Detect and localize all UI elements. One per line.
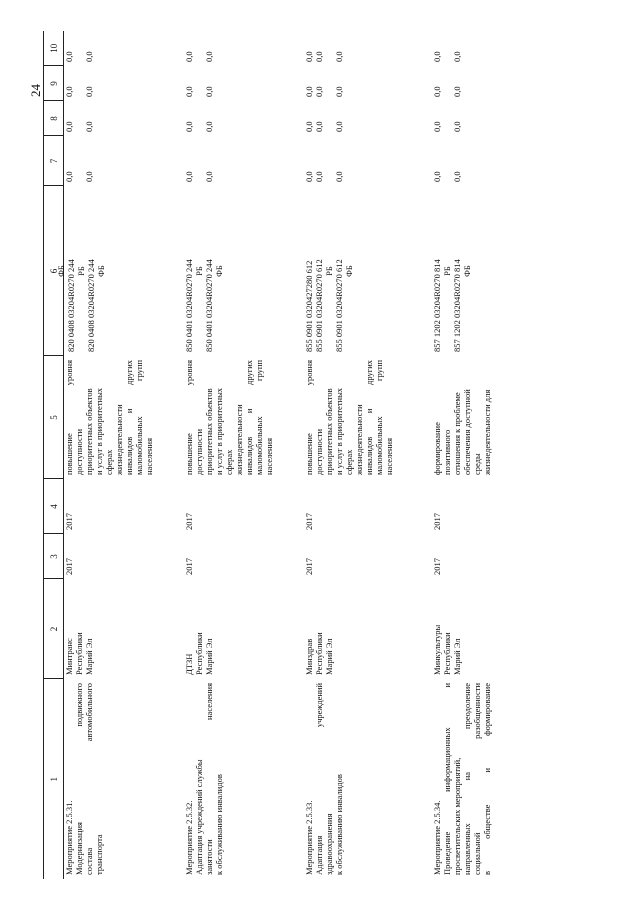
result-line: доступности (194, 428, 204, 475)
activity-line: Мероприятие 2.5.33. (304, 800, 314, 875)
activity-line: Адаптация учреждений службы (194, 759, 204, 875)
value: 0,0 (314, 121, 324, 132)
value (442, 140, 452, 182)
value: 0,0 (304, 86, 314, 97)
value-cell (184, 101, 304, 136)
value: 0,0 (452, 86, 462, 97)
activity-cell (64, 679, 185, 879)
value (194, 140, 204, 182)
executor-line: Марий Эл (204, 638, 214, 675)
result-line: инвалидов и других (124, 360, 134, 475)
table-row (184, 31, 304, 879)
budget-code-line: 855 0901 03204R0270 612 (314, 259, 324, 352)
value-cell (424, 31, 552, 66)
value: 0,0 (314, 171, 324, 182)
activity-line: просветительских мероприятий, (452, 757, 462, 875)
table-row (304, 31, 424, 879)
budget-code-line: РБ (76, 266, 86, 276)
budget-code-line: 857 1202 03204R0270 814 (452, 259, 462, 352)
result-line: инвалидов и других (244, 360, 254, 475)
executor-cell (184, 579, 304, 679)
result-line: и услуг в приоритетных (334, 387, 344, 475)
budget-code-line: 820 0408 03204R0270 244 (66, 259, 76, 352)
value: 0,0 (64, 51, 74, 62)
column-header: 5 (44, 356, 64, 479)
column-header: 4 (44, 479, 64, 534)
value-cell (424, 136, 552, 186)
result-line: сферах (224, 449, 234, 475)
result-cell (424, 356, 552, 479)
value: 0,0 (184, 121, 194, 132)
value (442, 35, 452, 62)
value-cell (304, 136, 424, 186)
activity-line: здравоохранения (324, 813, 334, 875)
value: 0,0 (314, 51, 324, 62)
value: 0,0 (204, 171, 214, 182)
executor-cell (304, 579, 424, 679)
budget-code-line: ФБ (214, 265, 224, 277)
program-table (43, 31, 552, 879)
result-line: населения (384, 438, 394, 475)
value: 0,0 (64, 121, 74, 132)
result-line: населения (264, 438, 274, 475)
result-line: повышение уровня (304, 360, 314, 475)
start-year-cell: 2017 (64, 558, 74, 575)
result-line: жизнедеятельности (234, 404, 244, 475)
value-cell (64, 66, 185, 101)
value (194, 105, 204, 132)
value-cell (64, 136, 185, 186)
value-cell (184, 31, 304, 66)
page-number: 24 (28, 84, 43, 97)
column-header: 6 (44, 186, 64, 356)
activity-line: Мероприятие 2.5.32. (184, 800, 194, 875)
value (194, 70, 204, 97)
result-line: жизнедеятельности для (482, 389, 492, 475)
value-cell (184, 136, 304, 186)
executor-cell (64, 579, 185, 679)
value (194, 35, 204, 62)
executor-line: ДТЗН (184, 653, 194, 675)
value: 0,0 (204, 51, 214, 62)
value (324, 35, 334, 62)
value (442, 105, 452, 132)
executor-line: Минтранс (64, 638, 74, 675)
value: 0,0 (304, 51, 314, 62)
activity-line: транспорта (94, 834, 104, 875)
value-cell (424, 101, 552, 136)
budget-code-line: 820 0408 03204R0270 244 (86, 259, 96, 352)
activity-cell (304, 679, 424, 879)
budget-code-line: РБ (324, 266, 334, 276)
result-line: жизнедеятельности (114, 404, 124, 475)
column-header: 7 (44, 136, 64, 186)
result-line: и услуг в приоритетных (94, 387, 104, 475)
budget-code-line: РБ (442, 266, 452, 276)
activity-line: Адаптация учреждений (314, 683, 324, 875)
activity-line: Модернизация подвижного (74, 683, 84, 875)
result-line: инвалидов и других (364, 360, 374, 475)
value: 0,0 (432, 171, 442, 182)
end-year-cell: 2017 (64, 513, 74, 530)
result-line: приоритетных объектов (204, 388, 214, 475)
activity-line: занятости населения (204, 683, 214, 875)
value: 0,0 (334, 86, 344, 97)
value: 0,0 (84, 51, 94, 62)
budget-code-line: ФБ (96, 265, 106, 277)
value-cell (184, 66, 304, 101)
executor-line: Республики (314, 632, 324, 675)
value (324, 70, 334, 97)
executor-line: Марий Эл (324, 638, 334, 675)
result-line: приоритетных объектов (324, 388, 334, 475)
value: 0,0 (184, 86, 194, 97)
value: 0,0 (184, 171, 194, 182)
value-cell (304, 31, 424, 66)
result-line: жизнедеятельности (354, 404, 364, 475)
budget-code-line: РБ (194, 266, 204, 276)
value: 0,0 (84, 171, 94, 182)
column-header: 1 (44, 679, 64, 879)
value-cell (64, 31, 185, 66)
end-year-cell: 2017 (432, 513, 442, 530)
table-row (64, 31, 185, 879)
value: 0,0 (334, 121, 344, 132)
budget-code-line: 855 0901 0320427280 612 (304, 260, 314, 352)
header-row (44, 31, 64, 879)
start-year-cell: 2017 (184, 558, 194, 575)
value: 0,0 (314, 86, 324, 97)
activity-line: Проведение информационных и (442, 683, 452, 875)
activity-line: Мероприятие 2.5.31. (64, 800, 74, 875)
result-line: сферах (344, 449, 354, 475)
value: 0,0 (84, 121, 94, 132)
result-line: отношения к проблеме (452, 392, 462, 475)
value: 0,0 (452, 51, 462, 62)
result-line: позитивного (442, 429, 452, 475)
value: 0,0 (452, 171, 462, 182)
value: 0,0 (184, 51, 194, 62)
result-line: приоритетных объектов (84, 388, 94, 475)
value: 0,0 (452, 121, 462, 132)
value: 0,0 (304, 171, 314, 182)
end-year-cell: 2017 (304, 513, 314, 530)
activity-line: направленных на преодоление (462, 683, 472, 875)
budget-code-line: 850 0401 03204R0270 244 (204, 259, 214, 352)
result-line: маломобильных групп (254, 360, 264, 475)
budget-code-line: ФБ (462, 265, 472, 277)
result-line: населения (144, 438, 154, 475)
executor-line: Минкультуры (432, 624, 442, 675)
value: 0,0 (64, 171, 74, 182)
value (74, 140, 84, 182)
end-year-cell: 2017 (184, 513, 194, 530)
activity-cell (184, 679, 304, 879)
value: 0,0 (64, 86, 74, 97)
column-header: 9 (44, 66, 64, 101)
executor-line: Республики (74, 632, 84, 675)
column-header: 3 (44, 534, 64, 579)
value: 0,0 (432, 51, 442, 62)
budget-code-cell (184, 186, 304, 356)
result-line: формирование (432, 422, 442, 475)
result-line: сферах (104, 449, 114, 475)
value-cell (304, 101, 424, 136)
result-cell (184, 356, 304, 479)
value (324, 105, 334, 132)
result-line: доступности (314, 428, 324, 475)
table-row (424, 31, 552, 879)
budget-code-line: ФБ (344, 265, 354, 277)
activity-line: социальной разобщенности (472, 683, 482, 875)
activity-cell (424, 679, 552, 879)
value (74, 70, 84, 97)
result-line: маломобильных групп (134, 360, 144, 475)
result-line: доступности (74, 428, 84, 475)
executor-line: Республики (194, 632, 204, 675)
result-line: маломобильных групп (374, 360, 384, 475)
value: 0,0 (204, 86, 214, 97)
activity-line: состава автомобильного (84, 683, 94, 875)
result-line: повышение уровня (184, 360, 194, 475)
start-year-cell: 2017 (304, 558, 314, 575)
activity-line: к обслуживанию инвалидов (334, 774, 344, 875)
value (74, 35, 84, 62)
value: 0,0 (334, 51, 344, 62)
column-header: 2 (44, 579, 64, 679)
value: 0,0 (334, 171, 344, 182)
value-cell (424, 66, 552, 101)
budget-code-line: 850 0401 03204R0270 244 (184, 259, 194, 352)
start-year-cell: 2017 (432, 558, 442, 575)
value-cell (64, 101, 185, 136)
value: 0,0 (432, 86, 442, 97)
value: 0,0 (204, 121, 214, 132)
value: 0,0 (432, 121, 442, 132)
result-line: обеспечения доступной (462, 389, 472, 475)
result-cell (64, 356, 185, 479)
activity-line: к обслуживанию инвалидов (214, 774, 224, 875)
budget-code-cell (304, 186, 424, 356)
budget-code-line: 855 0901 03204R0270 612 (334, 259, 344, 352)
executor-cell (424, 579, 552, 679)
executor-line: Минздрав (304, 638, 314, 675)
result-line: среды (472, 453, 482, 475)
budget-code-line: ФБ (56, 265, 66, 277)
budget-code-cell (424, 186, 552, 356)
value (324, 140, 334, 182)
column-header: 8 (44, 101, 64, 136)
result-line: и услуг в приоритетных (214, 387, 224, 475)
value (74, 105, 84, 132)
activity-line: в обществе и формирование (482, 683, 492, 875)
result-cell (304, 356, 424, 479)
budget-code-line: 857 1202 03204R0270 814 (432, 259, 442, 352)
value: 0,0 (304, 121, 314, 132)
executor-line: Марий Эл (84, 638, 94, 675)
budget-code-cell (56, 186, 185, 356)
value: 0,0 (84, 86, 94, 97)
executor-line: Марий Эл (452, 638, 462, 675)
executor-line: Республики (442, 632, 452, 675)
activity-line: Мероприятие 2.5.34. (432, 800, 442, 875)
result-line: повышение уровня (64, 360, 74, 475)
value-cell (304, 66, 424, 101)
column-header: 10 (44, 31, 64, 66)
value (442, 70, 452, 97)
